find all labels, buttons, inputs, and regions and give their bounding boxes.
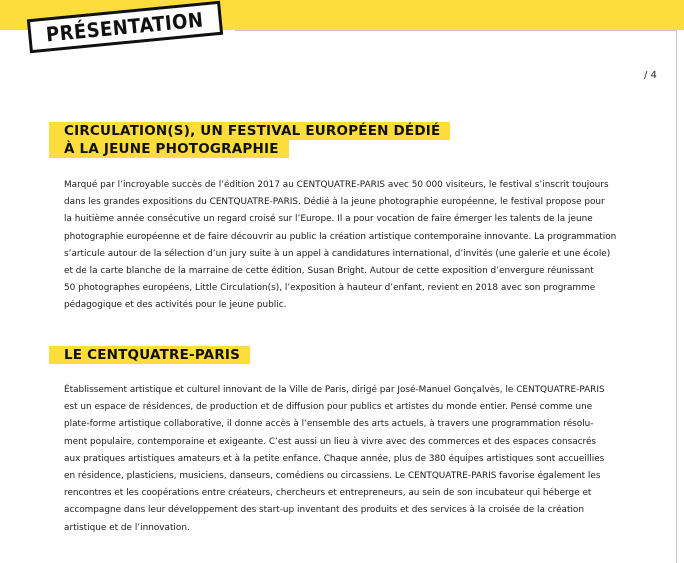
section2-line: rencontres et les coopérations entre créateurs, chercheurs et entrepreneurs, au sein de son incubateur qui héberge et (64, 488, 592, 499)
section1-line: dans les grandes expositions du CENTQUATRE-PARIS. Dédié à la jeune photographie européenne, le festival propose pour (64, 197, 605, 208)
section2-line: aux pratiques artistiques amateurs et à la petite enfance. Chaque année, plus de 380 équipes artistiques sont accueillies (64, 453, 605, 464)
section1-line: et de la carte blanche de la marraine de cette édition, Susan Bright. Autour de cette exposition d’envergure réunissant (64, 266, 594, 277)
section1-title-line2: À LA JEUNE PHOTOGRAPHIE (49, 140, 289, 158)
section2-line: accompagne dans leur développement des start-up inventant des produits et des services à la croisée de la création (64, 505, 584, 516)
section2-line: Établissement artistique et culturel innovant de la Ville de Paris, dirigé par José-Manuel Gonçalvès, le CENTQUATRE-PARIS (64, 385, 605, 395)
section2-line: ment populaire, contemporaine et exigeante. C’est aussi un lieu à vivre avec des commerces et des espaces consacrés (64, 436, 597, 447)
section1-line: photographie européenne et de faire découvrir au public la création artistique contemporaine innovante. La programmation (64, 231, 617, 242)
section1-line: pédagogique et des activités pour le jeune public. (64, 300, 287, 311)
section1-heading (49, 122, 450, 158)
page-number: / 4 (644, 70, 657, 81)
section2-line: est un espace de résidences, de production et de diffusion pour publics et artistes du monde entier. Pensé comme une (64, 402, 593, 413)
section1-title-line1: CIRCULATION(S), UN FESTIVAL EUROPÉEN DÉDIÉ (49, 122, 450, 140)
section1-line: la huitième année consécutive un regard croisé sur l’Europe. Il a pour vocation de faire émerger les talents de la jeune (64, 214, 593, 225)
section1-line: Marqué par l’incroyable succès de l’édition 2017 au CENTQUATRE-PARIS avec 50 000 visiteurs, le festival s’inscrit toujours (64, 180, 609, 190)
section2-line: en résidence, plasticiens, musiciens, danseurs, comédiens ou circassiens. Le CENTQUATRE-PARIS favorise également les (64, 471, 601, 482)
section2-line: artistique et de l’innovation. (64, 522, 190, 533)
header-divider (235, 30, 676, 31)
presentation-tag-label: PRÉSENTATION (45, 7, 205, 47)
section2-body (64, 382, 620, 537)
section2-line: plate-forme artistique collaborative, il donne accès à l’ensemble des arts actuels, à travers une programmation résolu- (64, 419, 594, 430)
section1-body (64, 177, 620, 315)
section2-title: LE CENTQUATRE-PARIS (49, 346, 250, 364)
section2-heading (49, 346, 250, 364)
page-edge-divider (676, 30, 677, 563)
section1-line: 50 photographes européens, Little Circulation(s), l’exposition à hauteur d’enfant, revient en 2018 avec son programme (64, 283, 596, 294)
section1-line: s’articule autour de la sélection d’un jury suite à un appel à candidatures international, d’invités (une galerie et une école) (64, 248, 611, 259)
